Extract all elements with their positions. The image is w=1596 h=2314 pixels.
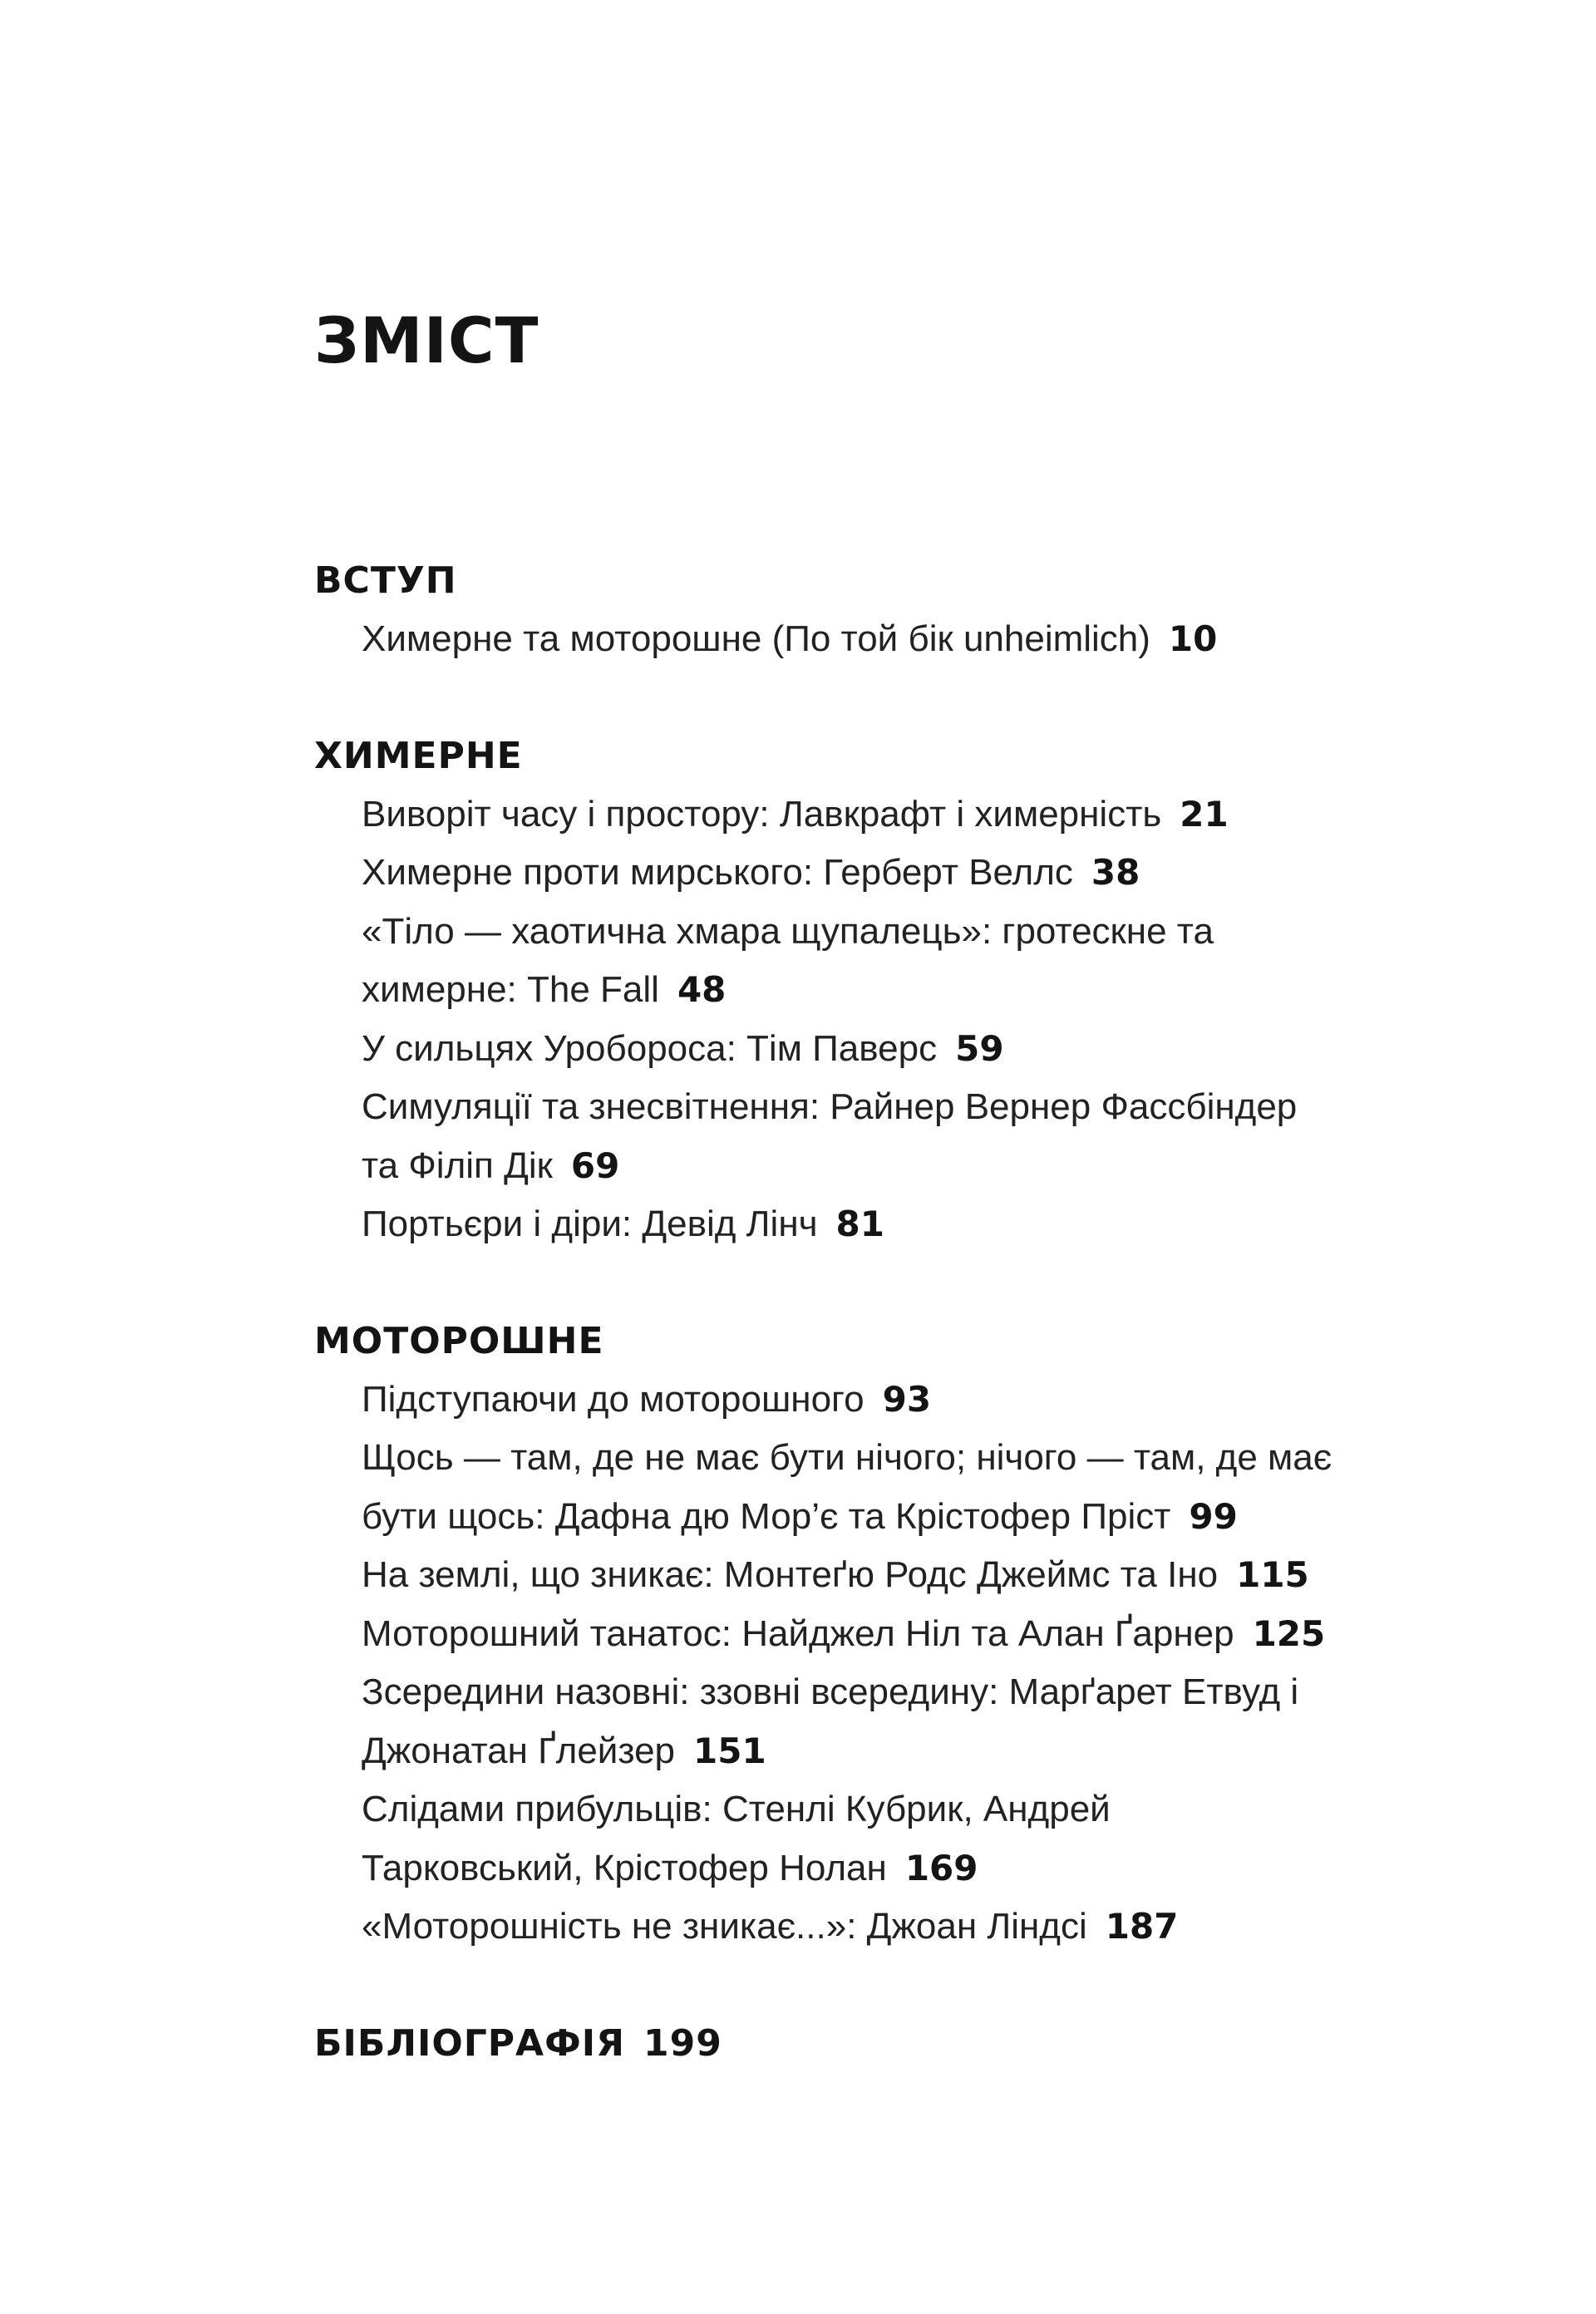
entry-title: Підступаючи до моторошного [362, 1378, 864, 1420]
section-heading-title: БІБЛІОГРАФІЯ [314, 2021, 625, 2065]
entry-title: Зсередини назовні: ззовні всередину: Марґарет Етвуд і Джонатан Ґлейзер [362, 1671, 1299, 1771]
entry-title: На землі, що зникає: Монтеґю Родс Джеймс та Іно [362, 1554, 1219, 1595]
entry-page-number: 69 [570, 1145, 620, 1186]
toc-entry[interactable] [362, 1546, 1478, 1605]
toc-section-intro [314, 552, 1478, 669]
entry-title: Химерне та моторошне (По той бік unheimlich) [362, 618, 1150, 659]
toc-entry[interactable] [362, 1898, 1478, 1957]
toc-entry[interactable] [362, 1078, 1478, 1195]
entry-page-number: 169 [904, 1847, 978, 1888]
toc-section-eerie [314, 1312, 1478, 1957]
section-entries [314, 1371, 1478, 1957]
toc-entry[interactable] [362, 1371, 1478, 1430]
section-page-number: 199 [643, 2021, 722, 2065]
entry-page-number: 48 [677, 969, 727, 1010]
entry-page-number: 187 [1105, 1906, 1179, 1947]
entry-page-number: 81 [835, 1204, 884, 1244]
entry-title: Слідами прибульців: Стенлі Кубрик, Андрей Тарковський, Крістофер Нолан [362, 1789, 1111, 1888]
toc-section-weird [314, 727, 1478, 1254]
entry-page-number: 151 [693, 1730, 766, 1771]
toc-entry[interactable] [362, 1020, 1478, 1079]
section-heading: ВСТУП [314, 559, 457, 602]
toc-entry[interactable] [362, 1605, 1478, 1664]
entry-page-number: 59 [955, 1027, 1004, 1069]
entry-title: Портьєри і діри: Девід Лінч [362, 1204, 818, 1244]
entry-page-number: 115 [1236, 1554, 1309, 1595]
entry-title: «Моторошність не зникає...»: Джоан Ліндсі [362, 1906, 1087, 1947]
entry-title: Химерне проти мирського: Герберт Веллс [362, 852, 1073, 893]
page-title: ЗМІСТ [314, 303, 539, 377]
table-of-contents [314, 552, 1478, 2073]
entry-title: Симуляції та знесвітнення: Райнер Вернер Фассбіндер та Філіп Дік [362, 1086, 1298, 1186]
entry-title: Моторошний танатос: Найджел Ніл та Алан Ґарнер [362, 1612, 1234, 1654]
toc-entry[interactable] [362, 785, 1478, 844]
entry-page-number: 38 [1091, 852, 1140, 893]
toc-entry[interactable] [362, 610, 1478, 669]
entry-page-number: 99 [1189, 1495, 1238, 1537]
toc-section-bibliography [314, 2015, 1478, 2073]
toc-entry[interactable] [362, 1195, 1478, 1254]
entry-page-number: 21 [1180, 793, 1229, 835]
section-heading-link[interactable] [314, 2015, 1478, 2073]
toc-entry[interactable] [362, 1780, 1478, 1898]
entry-title: «Тіло — хаотична хмара щупалець»: гротескне та химерне: The Fall [362, 910, 1214, 1010]
toc-entry[interactable] [362, 1663, 1478, 1780]
entry-title: Виворіт часу і простору: Лавкрафт і химерність [362, 793, 1162, 835]
entry-page-number: 125 [1252, 1612, 1326, 1654]
section-heading: ХИМЕРНЕ [314, 734, 523, 777]
section-heading: МОТОРОШНЕ [314, 1319, 604, 1362]
toc-entry[interactable] [362, 903, 1478, 1020]
section-entries [314, 610, 1478, 669]
entry-page-number: 10 [1168, 618, 1218, 659]
section-entries [314, 785, 1478, 1254]
toc-entry[interactable] [362, 1429, 1478, 1546]
entry-page-number: 93 [882, 1378, 932, 1420]
entry-title: Щось — там, де не має бути нічого; нічого — там, де має бути щось: Дафна дю Мор’є та Крістофер Пріст [362, 1437, 1332, 1537]
toc-entry[interactable] [362, 844, 1478, 903]
entry-title: У сильцях Уробороса: Тім Паверс [362, 1027, 938, 1069]
